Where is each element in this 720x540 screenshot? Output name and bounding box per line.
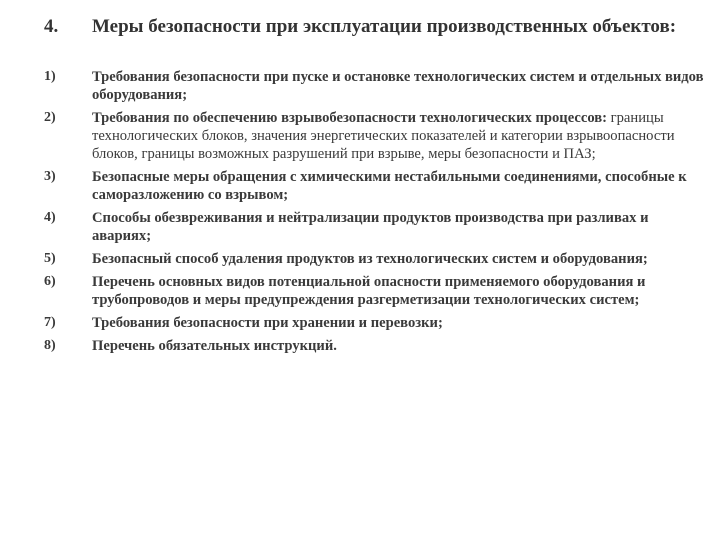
list-item-text-bold: Требования по обеспечению взрывобезопасности технологических процессов: [92, 110, 607, 126]
list-item-number: 8) [44, 338, 56, 353]
list-item-text: Безопасные меры обращения с химическими нестабильными соединениями, способные к саморазложению со взрывом; [92, 169, 687, 203]
list-item-number: 5) [44, 251, 56, 266]
list-item-text: Требования безопасности при хранении и перевозки; [92, 315, 443, 331]
list-item-number: 1) [44, 69, 56, 84]
section-number: 4. [44, 16, 59, 37]
list-item-number: 6) [44, 274, 56, 289]
list-item-text: Перечень основных видов потенциальной опасности применяемого оборудования и трубопроводов и меры предупреждения разгерметизации технологических систем; [92, 274, 646, 308]
section-title: Меры безопасности при эксплуатации производственных объектов: [92, 16, 677, 37]
list-item-text: Требования безопасности при пуске и остановке технологических систем и отдельных видов оборудования; [92, 69, 704, 103]
requirements-list [44, 68, 704, 360]
list-item [44, 250, 704, 268]
list-item-text-normal: границы технологических блоков, значения энергетических показателей и категории взрывоопасности блоков, границы возможных разрушений при взрыве, меры безопасности и ПАЗ; [92, 110, 675, 162]
list-item [44, 209, 704, 245]
list-item-number: 7) [44, 315, 56, 330]
list-item [44, 273, 704, 309]
list-item-text [92, 109, 704, 163]
list-item [44, 109, 704, 163]
list-item [44, 168, 704, 204]
list-item-text: Безопасный способ удаления продуктов из технологических систем и оборудования; [92, 251, 648, 267]
list-item-number: 2) [44, 110, 56, 125]
list-item-text: Способы обезвреживания и нейтрализации продуктов производства при разливах и авариях; [92, 210, 649, 244]
section-heading [44, 16, 704, 38]
list-item [44, 337, 704, 355]
list-item [44, 314, 704, 332]
list-item-number: 4) [44, 210, 56, 225]
list-item-text: Перечень обязательных инструкций. [92, 338, 337, 354]
list-item-number: 3) [44, 169, 56, 184]
list-item [44, 68, 704, 104]
